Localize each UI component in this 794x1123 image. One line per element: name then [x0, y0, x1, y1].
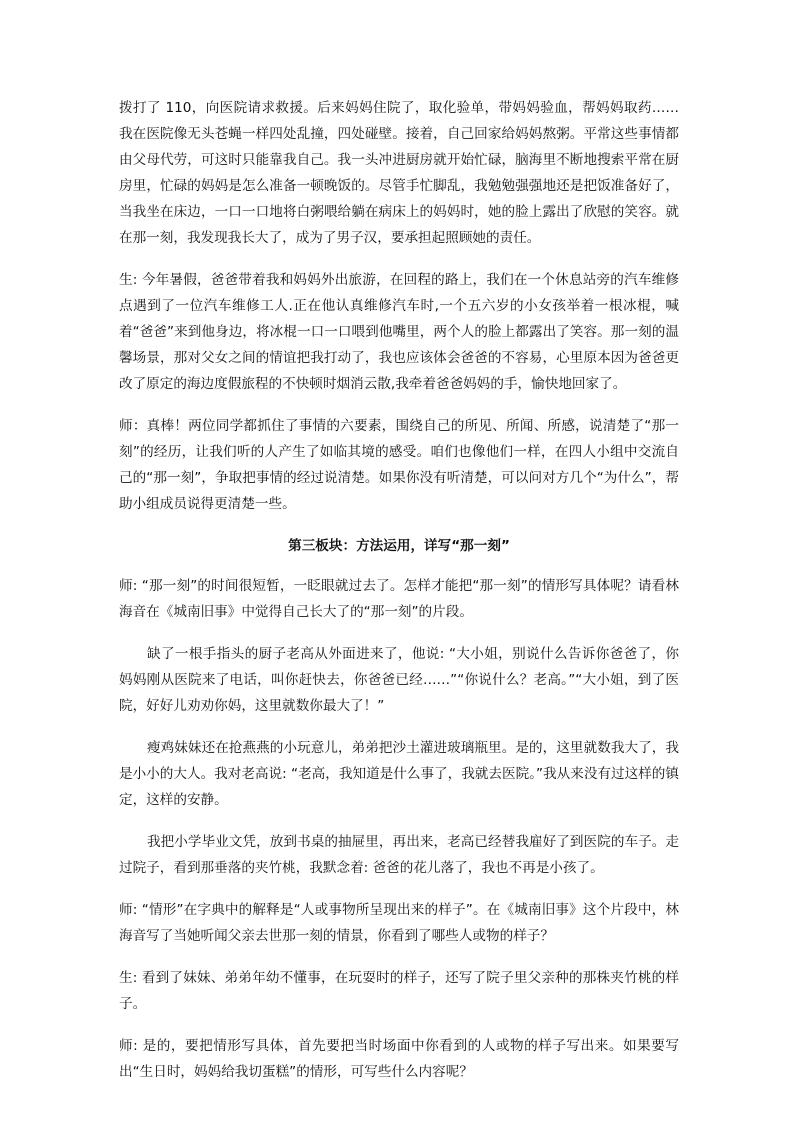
paragraph-student-summer-story: 生: 今年暑假，爸爸带着我和妈妈外出旅游，在回程的路上，我们在一个休息站旁的汽车维修点遇到了一位汽车维修工人.正在他认真维修汽车时,一个五六岁的小女孩举着一根冰棍，喊着“爸爸”来到他身边，将冰棍一口一口喂到他嘴里，两个人的脸上都露出了笑容。那一刻的温馨场景，那对父女之间的情谊把我打动了，我也应该体会爸爸的不容易，心里原本因为爸爸更改了原定的海边度假旅程的不快顿时烟消云散,我牵着爸爸妈妈的手，愉快地回家了。 [119, 272, 679, 392]
paragraph-teacher-followup: 师: 是的，要把情形写具体，首先要把当时场面中你看到的人或物的样子写出来。如果要写出“生日时，妈妈给我切蛋糕”的情形，可写些什么内容呢？ [119, 1038, 679, 1080]
paragraph-teacher-definition: 师: “情形”在字典中的解释是“人或事物所呈现出来的样子”。在《城南旧事》这个片段中，林海音写了当她听闻父亲去世那一刻的情景，你看到了哪些人或物的样子？ [119, 902, 679, 944]
paragraph-student-answer: 生: 看到了妹妹、弟弟年幼不懂事，在玩耍时的样子，还写了院子里父亲种的那株夹竹桃的样子。 [119, 970, 679, 1012]
paragraph-hospital-story: 拨打了 110，向医院请求救援。后来妈妈住院了，取化验单，带妈妈验血，帮妈妈取药……我在医院像无头苍蝇一样四处乱撞，四处碰壁。接着，自己回家给妈妈熬粥。平常这些事情都由父母代劳，可这时只能靠我自己。我一头冲进厨房就开始忙碌，脑海里不断地搜索平常在厨房里，忙碌的妈妈是怎么准备一顿晚饭的。尽管手忙脚乱，我勉勉强强地还是把饭准备好了，当我坐在床边，一口一口地将白粥喂给躺在病床上的妈妈时，她的脸上露出了欣慰的笑容。就在那一刻，我发现我长大了，成为了男子汉，要承担起照顾她的责任。 [119, 100, 679, 246]
document-page [119, 95, 679, 1101]
excerpt-paragraph-3: 我把小学毕业文凭，放到书桌的抽屉里，再出来，老高已经替我雇好了到医院的车子。走过院子，看到那垂落的夹竹桃，我默念着: 爸爸的花儿落了，我也不再是小孩了。 [119, 834, 679, 876]
section-heading: 第三板块：方法运用，详写“那一刻” [288, 538, 510, 554]
excerpt-paragraph-2: 瘦鸡妹妹还在抢燕燕的小玩意儿，弟弟把沙土灌进玻璃瓶里。是的，这里就数我大了，我是小小的大人。我对老高说: “老高，我知道是什么事了，我就去医院。”我从来没有过这样的镇定，这样的安静。 [119, 740, 679, 808]
paragraph-teacher-praise: 师：真棒！两位同学都抓住了事情的六要素，围绕自己的所见、所闻、所感，说清楚了“那一刻”的经历，让我们听的人产生了如临其境的感受。咱们也像他们一样，在四人小组中交流自己的“那一刻”，争取把事情的经过说清楚。如果你没有听清楚，可以问对方几个“为什么”，帮助小组成员说得更清楚一些。 [119, 418, 679, 512]
paragraph-teacher-question: 师: “那一刻”的时间很短暂，一眨眼就过去了。怎样才能把“那一刻”的情形写具体呢？请看林海音在《城南旧事》中觉得自己长大了的“那一刻”的片段。 [119, 578, 679, 620]
excerpt-paragraph-1: 缺了一根手指头的厨子老高从外面进来了，他说: “大小姐，别说什么告诉你爸爸了，你妈妈刚从医院来了电话，叫你赶快去，你爸爸已经……”“你说什么？老高。”“大小姐，到了医院，好好儿劝劝你妈，这里就数你最大了！” [119, 646, 679, 714]
